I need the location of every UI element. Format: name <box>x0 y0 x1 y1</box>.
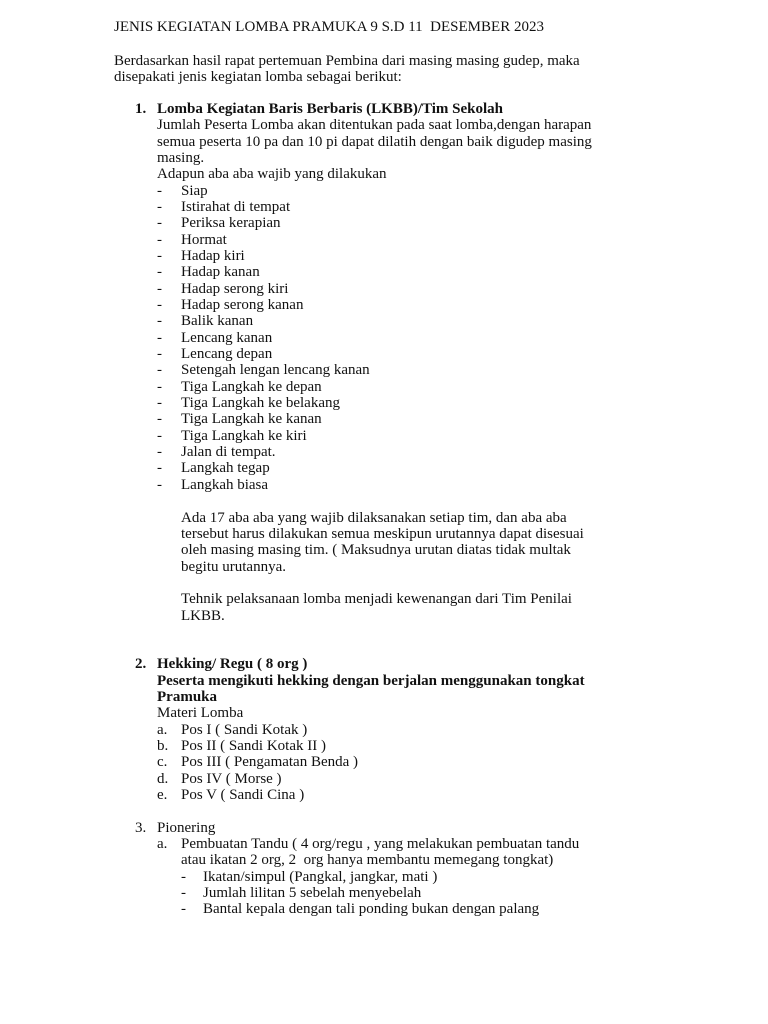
note-line: begitu urutannya. <box>181 559 286 575</box>
note-line: Tehnik pelaksanaan lomba menjadi kewenangan dari Tim Penilai <box>181 591 572 607</box>
bullet-dash: - <box>157 346 162 362</box>
list-item <box>157 215 281 231</box>
command-label: Hadap serong kanan <box>181 297 304 313</box>
note-line: oleh masing masing tim. ( Maksudnya urutan diatas tidak multak <box>181 542 571 558</box>
bullet-dash: - <box>157 232 162 248</box>
item-text: Pos V ( Sandi Cina ) <box>181 787 305 803</box>
bullet-dash: - <box>181 869 186 885</box>
bullet-dash: - <box>157 330 162 346</box>
list-item <box>157 771 282 787</box>
list-item <box>157 738 326 754</box>
sub-a-letter: a. <box>157 836 168 852</box>
command-label: Tiga Langkah ke depan <box>181 379 322 395</box>
command-label: Periksa kerapian <box>181 215 281 231</box>
section-1-desc-line: Adapun aba aba wajib yang dilakukan <box>157 166 387 182</box>
list-item <box>157 460 270 476</box>
list-item <box>157 411 322 427</box>
list-item <box>157 362 370 378</box>
command-label: Tiga Langkah ke kanan <box>181 411 322 427</box>
list-item <box>157 346 273 362</box>
list-item <box>157 183 208 199</box>
item-letter: c. <box>157 754 168 770</box>
list-item <box>157 754 359 770</box>
bullet-dash: - <box>157 444 162 460</box>
command-label: Balik kanan <box>181 313 254 329</box>
section-3-number: 3. <box>135 820 147 836</box>
note-line: Ada 17 aba aba yang wajib dilaksanakan setiap tim, dan aba aba <box>181 510 567 526</box>
command-label: Langkah tegap <box>181 460 270 476</box>
list-item <box>157 297 304 313</box>
bullet-dash: - <box>157 362 162 378</box>
command-label: Hadap kanan <box>181 264 260 280</box>
command-label: Tiga Langkah ke kiri <box>181 428 307 444</box>
list-item <box>181 901 540 917</box>
list-item <box>157 477 269 493</box>
list-item <box>157 787 305 803</box>
list-item <box>157 232 227 248</box>
command-label: Langkah biasa <box>181 477 269 493</box>
bullet-dash: - <box>157 199 162 215</box>
bullet-dash: - <box>157 264 162 280</box>
command-label: Hormat <box>181 232 227 248</box>
section-1-desc-line: masing. <box>157 150 205 166</box>
command-label: Setengah lengan lencang kanan <box>181 362 370 378</box>
point-text: Ikatan/simpul (Pangkal, jangkar, mati ) <box>203 869 438 885</box>
list-item <box>157 264 260 280</box>
item-text: Pos II ( Sandi Kotak II ) <box>181 738 326 754</box>
note-line: LKBB. <box>181 608 225 624</box>
bullet-dash: - <box>157 281 162 297</box>
list-item <box>157 379 322 395</box>
bullet-dash: - <box>157 297 162 313</box>
list-item <box>157 199 291 215</box>
bullet-dash: - <box>157 379 162 395</box>
bullet-dash: - <box>157 477 162 493</box>
section-3-heading: Pionering <box>157 820 216 836</box>
bullet-dash: - <box>157 248 162 264</box>
section-1-desc-line: Jumlah Peserta Lomba akan ditentukan pada saat lomba,dengan harapan <box>157 117 592 133</box>
list-item <box>181 869 438 885</box>
point-text: Bantal kepala dengan tali ponding bukan dengan palang <box>203 901 540 917</box>
point-text: Jumlah lilitan 5 sebelah menyebelah <box>203 885 422 901</box>
item-letter: e. <box>157 787 168 803</box>
list-item <box>157 722 308 738</box>
bullet-dash: - <box>157 395 162 411</box>
section-1-desc-line: semua peserta 10 pa dan 10 pi dapat dilatih dengan baik digudep masing <box>157 134 592 150</box>
command-label: Jalan di tempat. <box>181 444 276 460</box>
item-letter: b. <box>157 738 169 754</box>
command-label: Hadap kiri <box>181 248 245 264</box>
bullet-dash: - <box>157 313 162 329</box>
list-item <box>157 428 307 444</box>
document-title: JENIS KEGIATAN LOMBA PRAMUKA 9 S.D 11 DESEMBER 2023 <box>114 19 544 35</box>
section-2-subheading: Peserta mengikuti hekking dengan berjalan menggunakan tongkat <box>157 673 585 689</box>
list-item <box>157 281 289 297</box>
command-label: Lencang depan <box>181 346 273 362</box>
sub-a-line: atau ikatan 2 org, 2 org hanya membantu memegang tongkat) <box>181 852 554 868</box>
bullet-dash: - <box>181 901 186 917</box>
section-2-heading: Hekking/ Regu ( 8 org ) <box>157 656 308 672</box>
list-item <box>157 395 340 411</box>
intro-line: Berdasarkan hasil rapat pertemuan Pembina dari masing masing gudep, maka <box>114 53 580 69</box>
section-2-subheading: Pramuka <box>157 689 217 705</box>
section-1-heading: Lomba Kegiatan Baris Berbaris (LKBB)/Tim Sekolah <box>157 101 504 117</box>
command-label: Siap <box>181 183 208 199</box>
bullet-dash: - <box>157 428 162 444</box>
section-1-number: 1. <box>135 101 147 117</box>
note-line: tersebut harus dilakukan semua meskipun urutannya dapat disesuai <box>181 526 584 542</box>
command-label: Lencang kanan <box>181 330 273 346</box>
sub-a-line: Pembuatan Tandu ( 4 org/regu , yang melakukan pembuatan tandu <box>181 836 580 852</box>
bullet-dash: - <box>157 411 162 427</box>
bullet-dash: - <box>181 885 186 901</box>
list-item <box>157 444 276 460</box>
command-label: Istirahat di tempat <box>181 199 291 215</box>
item-text: Pos IV ( Morse ) <box>181 771 282 787</box>
materi-label: Materi Lomba <box>157 705 244 721</box>
section-2-number: 2. <box>135 656 147 672</box>
bullet-dash: - <box>157 183 162 199</box>
list-item <box>157 313 254 329</box>
bullet-dash: - <box>157 215 162 231</box>
item-text: Pos I ( Sandi Kotak ) <box>181 722 308 738</box>
item-letter: d. <box>157 771 169 787</box>
list-item <box>157 248 245 264</box>
item-text: Pos III ( Pengamatan Benda ) <box>181 754 359 770</box>
bullet-dash: - <box>157 460 162 476</box>
item-letter: a. <box>157 722 168 738</box>
list-item <box>181 885 422 901</box>
intro-line: disepakati jenis kegiatan lomba sebagai berikut: <box>114 69 402 85</box>
list-item <box>157 330 273 346</box>
command-label: Tiga Langkah ke belakang <box>181 395 340 411</box>
command-label: Hadap serong kiri <box>181 281 289 297</box>
